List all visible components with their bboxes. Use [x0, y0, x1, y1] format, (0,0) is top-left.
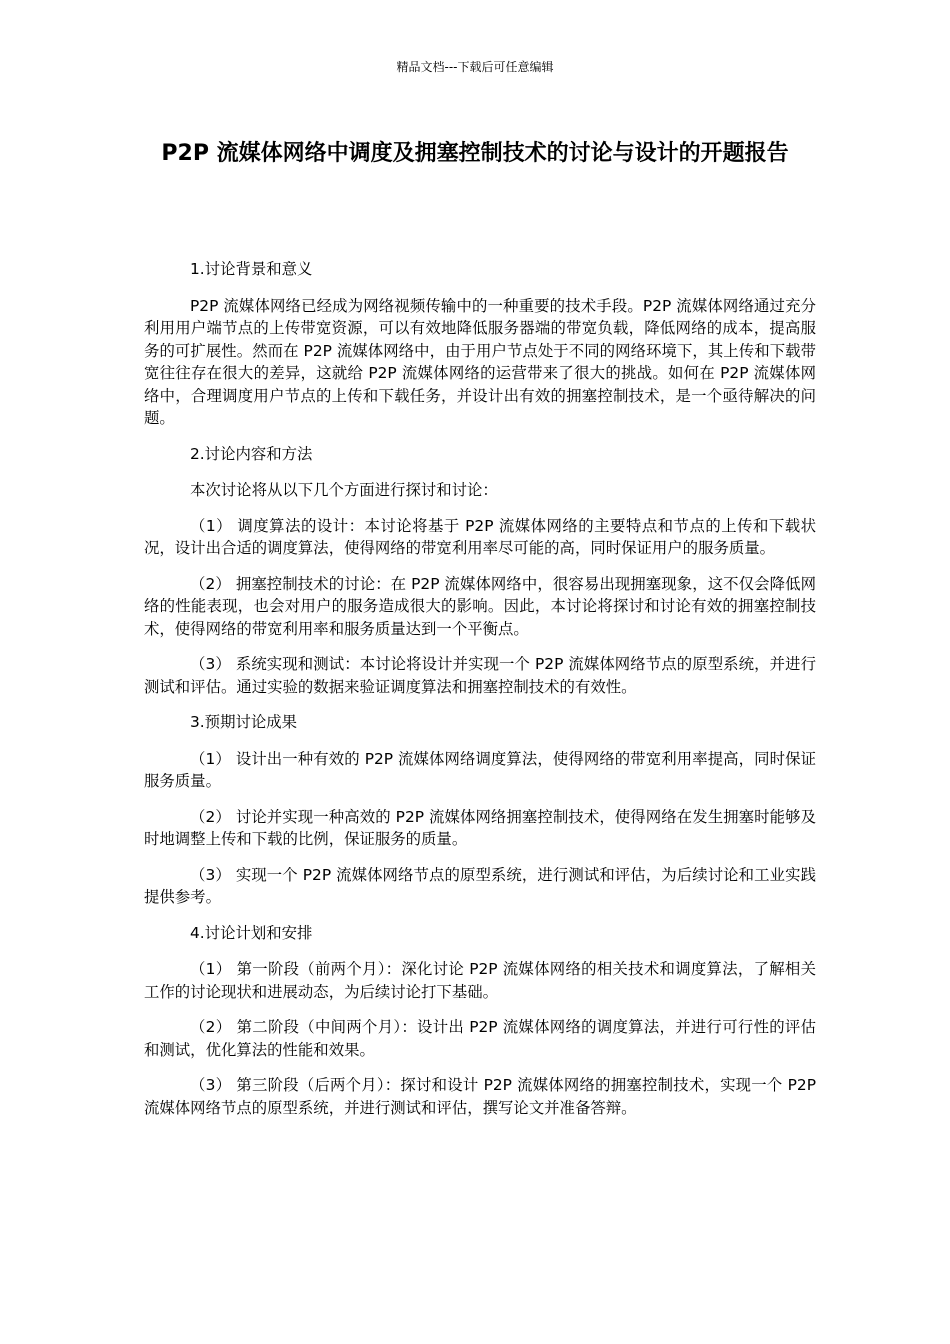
section-4-item-1: （1） 第一阶段（前两个月）：深化讨论 P2P 流媒体网络的相关技术和调度算法，了解相关工作的讨论现状和进展动态，为后续讨论打下基础。 — [144, 960, 816, 1001]
section-2-item-2: （2） 拥塞控制技术的讨论：在 P2P 流媒体网络中，很容易出现拥塞现象，这不仅会降低网络的性能表现，也会对用户的服务造成很大的影响。因此，本讨论将探讨和讨论有效的拥塞控制技术，使得网络的带宽利用率和服务质量达到一个平衡点。 — [144, 574, 816, 638]
section-2-intro: 本次讨论将从以下几个方面进行探讨和讨论： — [190, 481, 498, 499]
section-3-item-1: （1） 设计出一种有效的 P2P 流媒体网络调度算法，使得网络的带宽利用率提高，同时保证服务质量。 — [144, 749, 816, 790]
section-1-paragraph: P2P 流媒体网络已经成为网络视频传输中的一种重要的技术手段。P2P 流媒体网络通过充分利用用户端节点的上传带宽资源，可以有效地降低服务器端的带宽负载，降低网络的成本，提高服务的可扩展性。然而在 P2P 流媒体网络中，由于用户节点处于不同的网络环境下，其上传和下载带宽往往存在很大的差异，这就给 P2P 流媒体网络的运营带来了很大的挑战。如何在 P2P 流媒体网络中，合理调度用户节点的上传和下载任务，并设计出有效的拥塞控制技术，是一个亟待解决的问题。 — [144, 296, 816, 427]
section-3-item-2: （2） 讨论并实现一种高效的 P2P 流媒体网络拥塞控制技术，使得网络在发生拥塞时能够及时地调整上传和下载的比例，保证服务的质量。 — [144, 807, 816, 848]
document-body — [144, 258, 816, 1132]
section-3-item-3: （3） 实现一个 P2P 流媒体网络节点的原型系统，进行测试和评估，为后续讨论和工业实践提供参考。 — [144, 865, 816, 906]
page-header-note: 精品文档---下载后可任意编辑 — [396, 60, 554, 74]
section-4-heading: 4.讨论计划和安排 — [190, 923, 313, 942]
section-1-heading: 1.讨论背景和意义 — [190, 260, 313, 278]
section-4-item-2: （2） 第二阶段（中间两个月）：设计出 P2P 流媒体网络的调度算法，并进行可行性的评估和测试，优化算法的性能和效果。 — [144, 1018, 816, 1059]
section-4-item-3: （3） 第三阶段（后两个月）：探讨和设计 P2P 流媒体网络的拥塞控制技术，实现一个 P2P 流媒体网络节点的原型系统，并进行测试和评估，撰写论文并准备答辩。 — [144, 1076, 816, 1117]
document-title: P2P 流媒体网络中调度及拥塞控制技术的讨论与设计的开题报告 — [161, 141, 789, 166]
section-3-heading: 3.预期讨论成果 — [190, 713, 298, 731]
section-2-item-3: （3） 系统实现和测试：本讨论将设计并实现一个 P2P 流媒体网络节点的原型系统，并进行测试和评估。通过实验的数据来验证调度算法和拥塞控制技术的有效性。 — [144, 655, 816, 696]
section-2-heading: 2.讨论内容和方法 — [190, 444, 313, 463]
section-2-item-1: （1） 调度算法的设计：本讨论将基于 P2P 流媒体网络的主要特点和节点的上传和下载状况，设计出合适的调度算法，使得网络的带宽利用率尽可能的高，同时保证用户的服务质量。 — [144, 516, 816, 557]
